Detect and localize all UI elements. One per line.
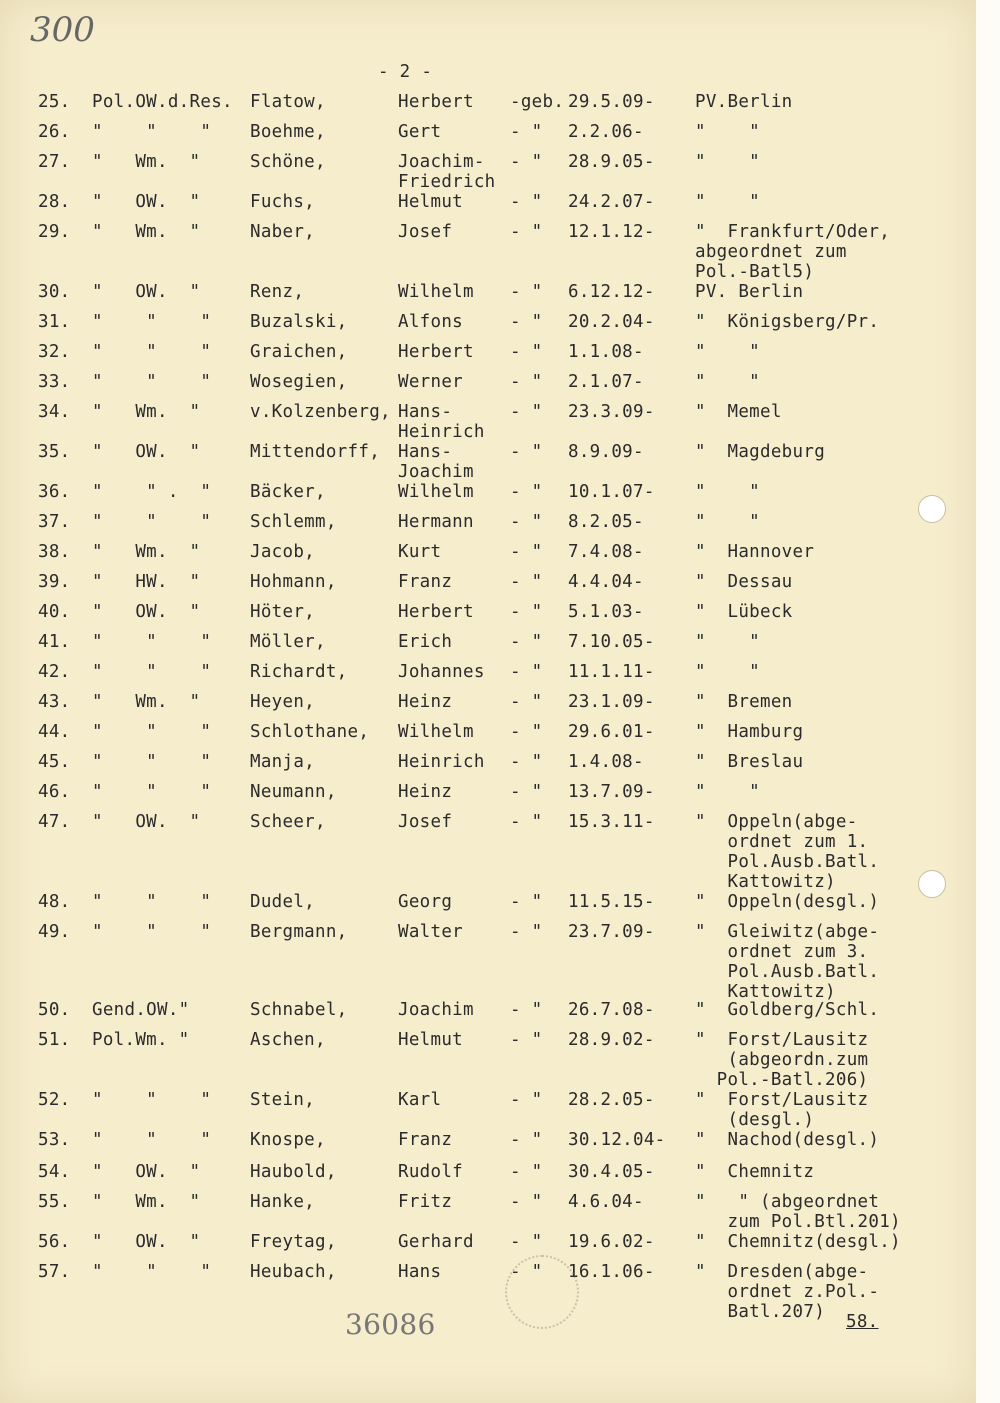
list-row <box>0 782 976 802</box>
list-row <box>0 812 976 892</box>
birth-date-cell: 11.5.15- <box>568 892 655 912</box>
rank-cell: " " " <box>92 512 212 532</box>
row-number: 54. <box>38 1162 71 1182</box>
first-name-cell: Alfons <box>398 312 464 332</box>
row-number: 49. <box>38 922 71 942</box>
row-number: 45. <box>38 752 71 772</box>
first-name-cell: Gert <box>398 122 442 142</box>
surname-cell: Bergmann, <box>250 922 348 942</box>
born-marker: -geb. <box>510 92 565 112</box>
birth-date-cell: 7.10.05- <box>568 632 655 652</box>
surname-cell: Aschen, <box>250 1030 326 1050</box>
birth-date-cell: 20.2.04- <box>568 312 655 332</box>
list-row <box>0 722 976 742</box>
rank-cell: Pol.Wm. " <box>92 1030 190 1050</box>
row-number: 47. <box>38 812 71 832</box>
surname-cell: Hanke, <box>250 1192 316 1212</box>
birth-date-cell: 28.9.02- <box>568 1030 655 1050</box>
born-marker: - " <box>510 372 543 392</box>
first-name-cell: Johannes <box>398 662 485 682</box>
birth-date-cell: 1.1.08- <box>568 342 644 362</box>
birth-date-cell: 4.6.04- <box>568 1192 644 1212</box>
surname-cell: Graichen, <box>250 342 348 362</box>
place-cell: " Forst/Lausitz (abgeordn.zum Pol.-Batl.206) <box>695 1030 869 1090</box>
row-number: 55. <box>38 1192 71 1212</box>
born-marker: - " <box>510 692 543 712</box>
list-row <box>0 1130 976 1150</box>
first-name-cell: Franz <box>398 1130 453 1150</box>
first-name-cell: Herbert <box>398 342 474 362</box>
rank-cell: " Wm. " <box>92 152 201 172</box>
place-cell: " " <box>695 342 761 362</box>
list-row <box>0 1162 976 1182</box>
first-name-cell: Heinz <box>398 782 453 802</box>
row-number: 32. <box>38 342 71 362</box>
row-number: 56. <box>38 1232 71 1252</box>
place-cell: " Chemnitz(desgl.) <box>695 1232 901 1252</box>
surname-cell: Mittendorff, <box>250 442 381 462</box>
rank-cell: " " " <box>92 312 212 332</box>
rank-cell: " Wm. " <box>92 692 201 712</box>
rank-cell: " " " <box>92 722 212 742</box>
birth-date-cell: 5.1.03- <box>568 602 644 622</box>
birth-date-cell: 10.1.07- <box>568 482 655 502</box>
surname-cell: Boehme, <box>250 122 326 142</box>
row-number: 44. <box>38 722 71 742</box>
rank-cell: " " " <box>92 662 212 682</box>
surname-cell: Heyen, <box>250 692 316 712</box>
born-marker: - " <box>510 1130 543 1150</box>
rank-cell: " " " <box>92 892 212 912</box>
list-row <box>0 152 976 192</box>
list-row <box>0 1000 976 1020</box>
surname-cell: v.Kolzenberg, <box>250 402 391 422</box>
rank-cell: " OW. " <box>92 442 201 462</box>
row-number: 38. <box>38 542 71 562</box>
place-cell: " Magdeburg <box>695 442 826 462</box>
list-row <box>0 192 976 212</box>
born-marker: - " <box>510 192 543 212</box>
rank-cell: " OW. " <box>92 282 201 302</box>
first-name-cell: Joachim- Friedrich <box>398 152 496 192</box>
born-marker: - " <box>510 602 543 622</box>
place-cell: " Frankfurt/Oder, abgeordnet zum Pol.-Batl5) <box>695 222 891 282</box>
rank-cell: " " " <box>92 752 212 772</box>
birth-date-cell: 15.3.11- <box>568 812 655 832</box>
birth-date-cell: 29.6.01- <box>568 722 655 742</box>
punch-hole-lower <box>918 870 946 898</box>
rank-cell: " " " <box>92 1262 212 1282</box>
first-name-cell: Wilhelm <box>398 482 474 502</box>
row-number: 25. <box>38 92 71 112</box>
place-cell: " " <box>695 662 761 682</box>
list-row <box>0 1232 976 1252</box>
surname-cell: Buzalski, <box>250 312 348 332</box>
rank-cell: " " " <box>92 1130 212 1150</box>
place-cell: PV. Berlin <box>695 282 804 302</box>
first-name-cell: Walter <box>398 922 464 942</box>
row-number: 42. <box>38 662 71 682</box>
row-number: 41. <box>38 632 71 652</box>
surname-cell: Schnabel, <box>250 1000 348 1020</box>
born-marker: - " <box>510 1030 543 1050</box>
surname-cell: Manja, <box>250 752 316 772</box>
rank-cell: " OW. " <box>92 812 201 832</box>
rank-cell: " HW. " <box>92 572 201 592</box>
first-name-cell: Hans- Heinrich <box>398 402 485 442</box>
page-marker: - 2 - <box>378 62 433 82</box>
place-cell: " Oppeln(desgl.) <box>695 892 880 912</box>
birth-date-cell: 1.4.08- <box>568 752 644 772</box>
birth-date-cell: 19.6.02- <box>568 1232 655 1252</box>
born-marker: - " <box>510 312 543 332</box>
list-row <box>0 692 976 712</box>
archive-number: 36086 <box>345 1308 436 1341</box>
surname-cell: Jacob, <box>250 542 316 562</box>
surname-cell: Fuchs, <box>250 192 316 212</box>
list-row <box>0 662 976 682</box>
rank-cell: " Wm. " <box>92 402 201 422</box>
first-name-cell: Kurt <box>398 542 442 562</box>
surname-cell: Wosegien, <box>250 372 348 392</box>
first-name-cell: Helmut <box>398 192 464 212</box>
first-name-cell: Erich <box>398 632 453 652</box>
rank-cell: " " " <box>92 1090 212 1110</box>
first-name-cell: Wilhelm <box>398 722 474 742</box>
place-cell: " " <box>695 372 761 392</box>
list-row <box>0 372 976 392</box>
list-row <box>0 572 976 592</box>
rank-cell: " " " <box>92 372 212 392</box>
first-name-cell: Herbert <box>398 92 474 112</box>
list-row <box>0 442 976 482</box>
row-number: 50. <box>38 1000 71 1020</box>
born-marker: - " <box>510 572 543 592</box>
first-name-cell: Hans- Joachim <box>398 442 474 482</box>
birth-date-cell: 7.4.08- <box>568 542 644 562</box>
first-name-cell: Josef <box>398 812 453 832</box>
list-row <box>0 512 976 532</box>
rank-cell: " " " <box>92 922 212 942</box>
birth-date-cell: 12.1.12- <box>568 222 655 242</box>
stamp-seal <box>505 1255 579 1329</box>
born-marker: - " <box>510 482 543 502</box>
born-marker: - " <box>510 782 543 802</box>
born-marker: - " <box>510 152 543 172</box>
surname-cell: Höter, <box>250 602 316 622</box>
row-number: 36. <box>38 482 71 502</box>
surname-cell: Schlothane, <box>250 722 370 742</box>
place-cell: " Königsberg/Pr. <box>695 312 880 332</box>
born-marker: - " <box>510 1000 543 1020</box>
list-row <box>0 282 976 302</box>
row-number: 40. <box>38 602 71 622</box>
row-number: 27. <box>38 152 71 172</box>
born-marker: - " <box>510 342 543 362</box>
rank-cell: " Wm. " <box>92 222 201 242</box>
place-cell: " Goldberg/Schl. <box>695 1000 880 1020</box>
surname-cell: Scheer, <box>250 812 326 832</box>
surname-cell: Stein, <box>250 1090 316 1110</box>
born-marker: - " <box>510 442 543 462</box>
surname-cell: Heubach, <box>250 1262 337 1282</box>
first-name-cell: Herbert <box>398 602 474 622</box>
list-row <box>0 482 976 502</box>
page-edge <box>976 0 1000 1403</box>
birth-date-cell: 23.1.09- <box>568 692 655 712</box>
list-row <box>0 892 976 912</box>
first-name-cell: Josef <box>398 222 453 242</box>
place-cell: " " <box>695 482 761 502</box>
birth-date-cell: 23.3.09- <box>568 402 655 422</box>
rank-cell: " Wm. " <box>92 542 201 562</box>
born-marker: - " <box>510 892 543 912</box>
first-name-cell: Hans <box>398 1262 442 1282</box>
born-marker: - " <box>510 1232 543 1252</box>
row-number: 30. <box>38 282 71 302</box>
place-cell: " " (abgeordnet zum Pol.Btl.201) <box>695 1192 901 1232</box>
list-row <box>0 632 976 652</box>
born-marker: - " <box>510 282 543 302</box>
first-name-cell: Fritz <box>398 1192 453 1212</box>
rank-cell: " " . " <box>92 482 212 502</box>
place-cell: " Breslau <box>695 752 804 772</box>
rank-cell: " Wm. " <box>92 1192 201 1212</box>
rank-cell: Pol.OW.d.Res. <box>92 92 233 112</box>
rank-cell: " OW. " <box>92 602 201 622</box>
rank-cell: " OW. " <box>92 192 201 212</box>
list-row <box>0 312 976 332</box>
row-number: 51. <box>38 1030 71 1050</box>
birth-date-cell: 6.12.12- <box>568 282 655 302</box>
born-marker: - " <box>510 1090 543 1110</box>
born-marker: - " <box>510 1162 543 1182</box>
rank-cell: " OW. " <box>92 1232 201 1252</box>
born-marker: - " <box>510 512 543 532</box>
place-cell: " Bremen <box>695 692 793 712</box>
row-number: 39. <box>38 572 71 592</box>
first-name-cell: Georg <box>398 892 453 912</box>
place-cell: " Chemnitz <box>695 1162 815 1182</box>
row-number: 26. <box>38 122 71 142</box>
rank-cell: " " " <box>92 632 212 652</box>
rank-cell: " " " <box>92 782 212 802</box>
row-number: 57. <box>38 1262 71 1282</box>
born-marker: - " <box>510 1192 543 1212</box>
birth-date-cell: 16.1.06- <box>568 1262 655 1282</box>
surname-cell: Knospe, <box>250 1130 326 1150</box>
list-row <box>0 602 976 622</box>
list-row <box>0 1192 976 1232</box>
surname-cell: Haubold, <box>250 1162 337 1182</box>
place-cell: " " <box>695 782 761 802</box>
row-number: 43. <box>38 692 71 712</box>
row-number: 52. <box>38 1090 71 1110</box>
birth-date-cell: 30.12.04- <box>568 1130 666 1150</box>
born-marker: - " <box>510 402 543 422</box>
surname-cell: Dudel, <box>250 892 316 912</box>
born-marker: - " <box>510 662 543 682</box>
list-row <box>0 542 976 562</box>
place-cell: " Dessau <box>695 572 793 592</box>
surname-cell: Bäcker, <box>250 482 326 502</box>
place-cell: " Oppeln(abge- ordnet zum 1. Pol.Ausb.Batl. Kattowitz) <box>695 812 880 892</box>
rank-cell: " " " <box>92 122 212 142</box>
place-cell: " " <box>695 152 761 172</box>
birth-date-cell: 30.4.05- <box>568 1162 655 1182</box>
surname-cell: Freytag, <box>250 1232 337 1252</box>
born-marker: - " <box>510 922 543 942</box>
row-number: 35. <box>38 442 71 462</box>
first-name-cell: Franz <box>398 572 453 592</box>
birth-date-cell: 26.7.08- <box>568 1000 655 1020</box>
surname-cell: Schöne, <box>250 152 326 172</box>
list-row <box>0 222 976 282</box>
list-row <box>0 752 976 772</box>
birth-date-cell: 29.5.09- <box>568 92 655 112</box>
birth-date-cell: 8.9.09- <box>568 442 644 462</box>
place-cell: PV.Berlin <box>695 92 793 112</box>
first-name-cell: Rudolf <box>398 1162 464 1182</box>
surname-cell: Hohmann, <box>250 572 337 592</box>
first-name-cell: Hermann <box>398 512 474 532</box>
first-name-cell: Heinz <box>398 692 453 712</box>
place-cell: " Gleiwitz(abge- ordnet zum 3. Pol.Ausb.Batl. Kattowitz) <box>695 922 880 1002</box>
place-cell: " Nachod(desgl.) <box>695 1130 880 1150</box>
place-cell: " " <box>695 122 761 142</box>
place-cell: " Dresden(abge- ordnet z.Pol.- Batl.207) <box>695 1262 880 1322</box>
rank-cell: " " " <box>92 342 212 362</box>
born-marker: - " <box>510 722 543 742</box>
born-marker: - " <box>510 752 543 772</box>
first-name-cell: Helmut <box>398 1030 464 1050</box>
first-name-cell: Wilhelm <box>398 282 474 302</box>
place-cell: " Hamburg <box>695 722 804 742</box>
birth-date-cell: 2.2.06- <box>568 122 644 142</box>
row-number: 31. <box>38 312 71 332</box>
first-name-cell: Werner <box>398 372 464 392</box>
next-page-marker: 58. <box>846 1312 879 1332</box>
born-marker: - " <box>510 542 543 562</box>
list-row <box>0 342 976 362</box>
punch-hole-upper <box>918 495 946 523</box>
row-number: 33. <box>38 372 71 392</box>
rank-cell: " OW. " <box>92 1162 201 1182</box>
born-marker: - " <box>510 812 543 832</box>
list-row <box>0 1030 976 1090</box>
row-number: 34. <box>38 402 71 422</box>
first-name-cell: Joachim <box>398 1000 474 1020</box>
birth-date-cell: 11.1.11- <box>568 662 655 682</box>
surname-cell: Neumann, <box>250 782 337 802</box>
row-number: 28. <box>38 192 71 212</box>
list-row <box>0 1090 976 1130</box>
born-marker: - " <box>510 632 543 652</box>
birth-date-cell: 28.2.05- <box>568 1090 655 1110</box>
birth-date-cell: 8.2.05- <box>568 512 644 532</box>
list-row <box>0 922 976 1002</box>
place-cell: " " <box>695 192 761 212</box>
first-name-cell: Gerhard <box>398 1232 474 1252</box>
born-marker: - " <box>510 122 543 142</box>
row-number: 37. <box>38 512 71 532</box>
surname-cell: Möller, <box>250 632 326 652</box>
rank-cell: Gend.OW." <box>92 1000 190 1020</box>
place-cell: " " <box>695 632 761 652</box>
list-row <box>0 402 976 442</box>
surname-cell: Renz, <box>250 282 305 302</box>
surname-cell: Flatow, <box>250 92 326 112</box>
place-cell: " Lübeck <box>695 602 793 622</box>
birth-date-cell: 24.2.07- <box>568 192 655 212</box>
row-number: 48. <box>38 892 71 912</box>
place-cell: " Forst/Lausitz (desgl.) <box>695 1090 869 1130</box>
birth-date-cell: 4.4.04- <box>568 572 644 592</box>
first-name-cell: Karl <box>398 1090 442 1110</box>
place-cell: " " <box>695 512 761 532</box>
birth-date-cell: 28.9.05- <box>568 152 655 172</box>
place-cell: " Hannover <box>695 542 815 562</box>
surname-cell: Naber, <box>250 222 316 242</box>
born-marker: - " <box>510 1262 543 1282</box>
surname-cell: Richardt, <box>250 662 348 682</box>
born-marker: - " <box>510 222 543 242</box>
place-cell: " Memel <box>695 402 782 422</box>
handwritten-annotation: 300 <box>30 10 95 50</box>
list-row <box>0 122 976 142</box>
row-number: 29. <box>38 222 71 242</box>
birth-date-cell: 13.7.09- <box>568 782 655 802</box>
first-name-cell: Heinrich <box>398 752 485 772</box>
row-number: 53. <box>38 1130 71 1150</box>
surname-cell: Schlemm, <box>250 512 337 532</box>
row-number: 46. <box>38 782 71 802</box>
list-row <box>0 92 976 112</box>
birth-date-cell: 23.7.09- <box>568 922 655 942</box>
birth-date-cell: 2.1.07- <box>568 372 644 392</box>
